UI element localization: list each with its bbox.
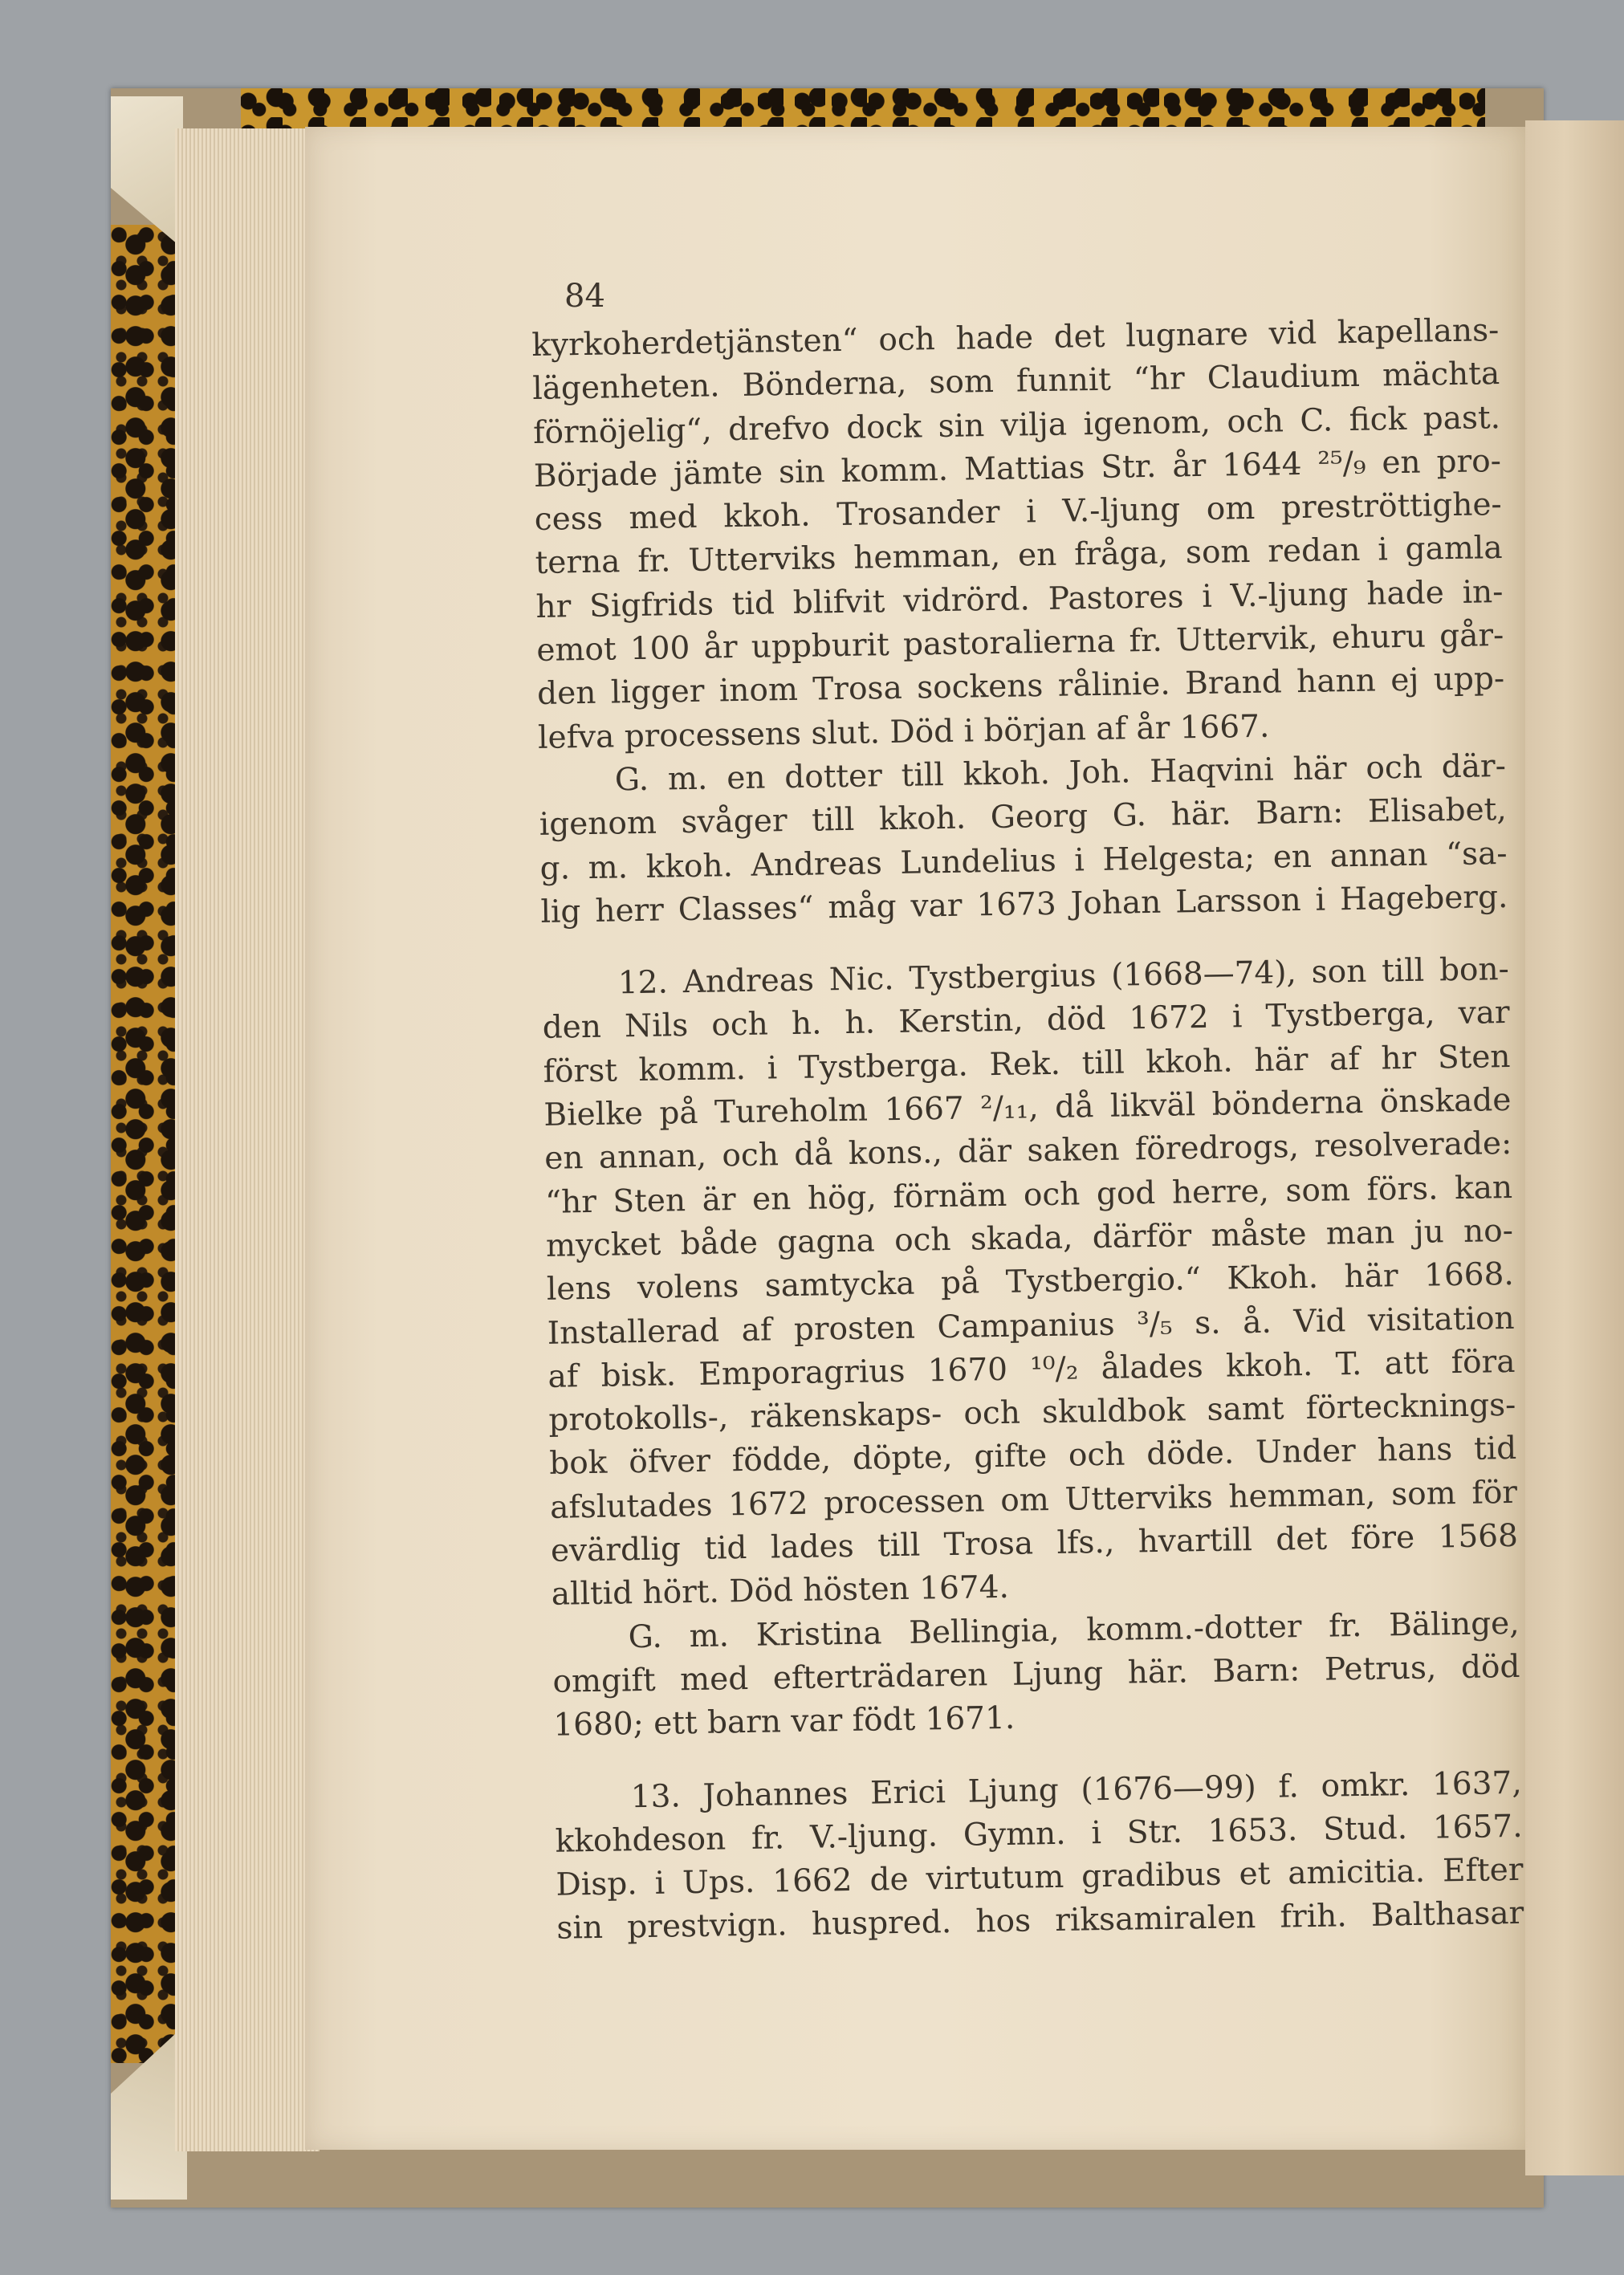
text-line: lens volens samtycka på Tystbergio.“ Kkoh. här 1668.	[546, 1256, 1515, 1308]
text-line-entry-13: 13. Johannes Erici Ljung (1676—99) f. omkr. 1637,	[630, 1764, 1523, 1815]
text-line: Installerad af prosten Campanius ³/₅ s. å. Vid visitation	[547, 1300, 1515, 1352]
text-line: terna fr. Utterviks hemman, en fråga, som redan i gamla	[535, 530, 1503, 582]
text-line: den Nils och h. h. Kerstin, död 1672 i Tystberga, var	[542, 995, 1510, 1047]
text-line: 1680; ett barn var födt 1671.	[553, 1699, 1016, 1744]
text-line: alltid hört. Död hösten 1674.	[551, 1569, 1010, 1614]
text-line: kyrkoherdetjänsten“ och hade det lugnare vid kapellans-	[531, 312, 1500, 364]
text-line: g. m. kkoh. Andreas Lundelius i Helgesta; en annan “sa-	[539, 835, 1508, 887]
marbled-spine	[111, 225, 177, 2063]
text-line: G. m. Kristina Bellingia, komm.-dotter fr. Bälinge,	[628, 1605, 1520, 1655]
text-line: af bisk. Emporagrius 1670 ¹⁰/₂ ålades kkoh. T. att föra	[547, 1343, 1516, 1395]
text-line-entry-12: 12. Andreas Nic. Tystbergius (1668—74), son till bon-	[617, 951, 1510, 1002]
text-line: Bielke på Tureholm 1667 ²/₁₁, då likväl bönderna önskade	[543, 1082, 1512, 1133]
text-line: en annan, och då kons., där saken föredrogs, resolverade:	[543, 1125, 1512, 1178]
text-line: G. m. en dotter till kkoh. Joh. Haqvini här och där-	[614, 747, 1507, 799]
text-line: bok öfver födde, döpte, gifte och döde. Under hans tid	[548, 1431, 1517, 1483]
text-line: lefva processens slut. Död i början af år 1667.	[537, 708, 1270, 756]
text-line: evärdlig tid lades till Trosa lfs., hvartill det före 1568	[550, 1517, 1519, 1569]
text-line: afslutades 1672 processen om Utterviks hemman, som för	[549, 1474, 1518, 1526]
text-line: “hr Sten är en hög, förnäm och god herre, som förs. kan	[544, 1169, 1513, 1221]
text-line: hr Sigfrids tid blifvit vidrörd. Pastores i V.-ljung hade in-	[535, 573, 1504, 625]
text-line: Började jämte sin komm. Mattias Str. år 1644 ²⁵/₉ en pro-	[533, 442, 1502, 494]
text-line: omgift med efterträdaren Ljung här. Barn: Petrus, död	[552, 1648, 1520, 1700]
text-line: kkohdeson fr. V.-ljung. Gymn. i Str. 1653. Stud. 1657.	[555, 1808, 1523, 1860]
text-line: mycket både gagna och skada, därför måste man ju no-	[545, 1212, 1514, 1264]
text-line: protokolls-, räkenskaps- och skuldbok samt förtecknings-	[548, 1387, 1516, 1439]
text-line: emot 100 år uppburit pastoralierna fr. Uttervik, ehuru går-	[536, 617, 1504, 669]
text-line: den ligger inom Trosa sockens rålinie. Brand hann ej upp-	[536, 661, 1505, 713]
page-stack-edge	[175, 128, 320, 2151]
text-line: cess med kkoh. Trosander i V.-ljung om preströttighe-	[534, 486, 1503, 539]
text-line: lägenheten. Bönderna, som funnit “hr Claudium mächta	[531, 356, 1500, 408]
facing-page-edge	[1525, 120, 1624, 2175]
text-line: förnöjelig“, drefvo dock sin vilja igenom, och C. fick past.	[532, 399, 1501, 451]
text-line: först komm. i Tystberga. Rek. till kkoh. här af hr Sten	[543, 1038, 1511, 1090]
text-line: sin prestvign. huspred. hos riksamiralen frih. Balthasar	[556, 1895, 1524, 1947]
text-line: igenom svåger till kkoh. Georg G. här. Barn: Elisabet,	[539, 792, 1508, 844]
text-line: Disp. i Ups. 1662 de virtutum gradibus et amicitia. Efter	[556, 1851, 1524, 1903]
page-text	[531, 309, 1524, 1951]
page-number: 84	[564, 278, 605, 315]
text-line: lig herr Classes“ måg var 1673 Johan Larsson i Hageberg.	[540, 878, 1508, 930]
